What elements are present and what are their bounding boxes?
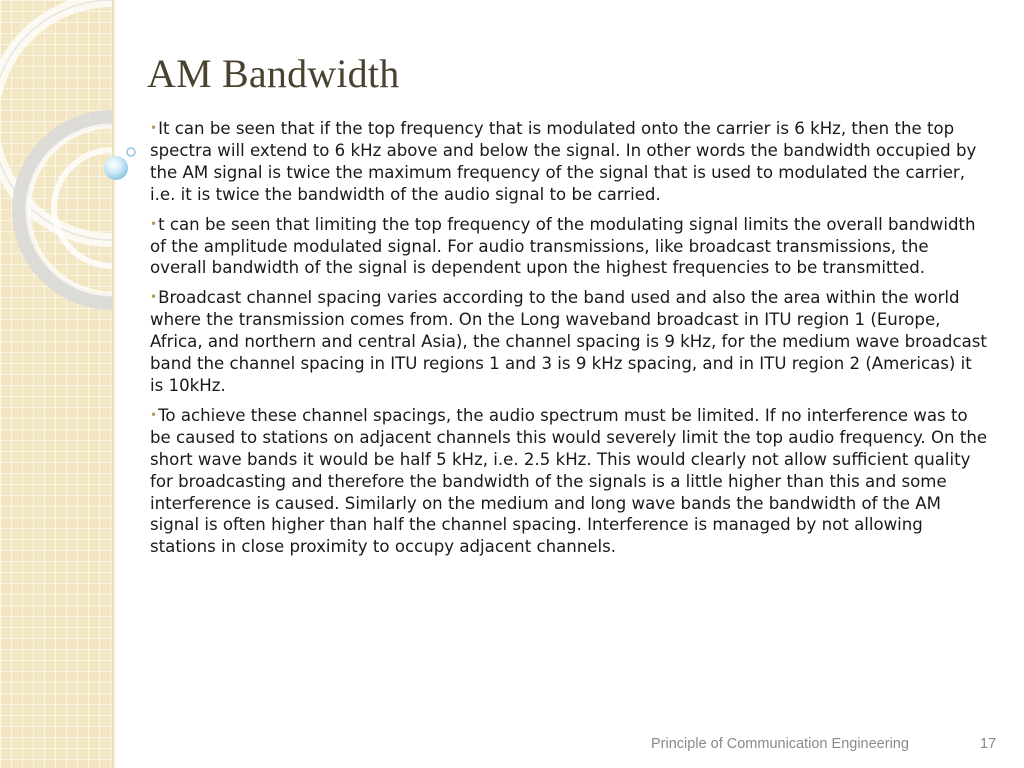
paragraph-text: To achieve these channel spacings, the audio spectrum must be limited. If no interference was to be caused to stations on adjacent channels this would severely limit the top audio frequency. On the short wave bands it would be half 5 kHz, i.e. 2.5 kHz. This would clearly not allow sufficient quality for broadcasting and therefore the bandwidth of the signals is a little higher than this and some interference is caused. Similarly on the medium and long wave bands the bandwidth of the AM signal is often higher than half the channel spacing. Interference is managed by not allowing stations in close proximity to occupy adjacent channels. [150, 405, 988, 557]
bullet-paragraph [150, 405, 990, 558]
slide-body [150, 118, 990, 566]
paragraph-text: t can be seen that limiting the top frequency of the modulating signal limits the overall bandwidth of the amplitude modulated signal. For audio transmissions, like broadcast transmissions, the overall bandwidth of the signal is dependent upon the highest frequencies to be transmitted. [150, 214, 976, 278]
ring-small-icon [54, 150, 112, 266]
bead-large-icon [104, 156, 128, 180]
paragraph-text: It can be seen that if the top frequency that is modulated onto the carrier is 6 kHz, then the top spectra will extend to 6 kHz above and below the signal. In other words the bandwidth occupied by the AM signal is twice the maximum frequency of the signal that is used to modulated the carrier, i.e. it is twice the bandwidth of the audio signal to be carried. [150, 119, 977, 204]
bullet-dot-icon: • [150, 121, 158, 135]
bead-small-icon [127, 148, 135, 156]
footer-course-name: Principle of Communication Engineering [651, 736, 909, 752]
bullet-paragraph [150, 118, 990, 206]
bullet-dot-icon: • [150, 290, 158, 305]
bullet-dot-icon: • [150, 216, 158, 231]
bullet-paragraph [150, 214, 990, 280]
paragraph-text: Broadcast channel spacing varies according to the band used and also the area within the world where the transmission comes from. On the Long waveband broadcast in ITU region 1 (Europe, Africa, and northern and central Asia), the channel spacing is 9 kHz, for the medium wave broadcast band the channel spacing in ITU regions 1 and 3 is 9 kHz spacing, and in ITU region 2 (Americas) it is 10kHz. [150, 288, 987, 395]
page-number: 17 [980, 736, 997, 752]
bullet-paragraph [150, 287, 990, 397]
slide-title: AM Bandwidth [147, 51, 400, 96]
bullet-dot-icon: • [150, 407, 158, 422]
